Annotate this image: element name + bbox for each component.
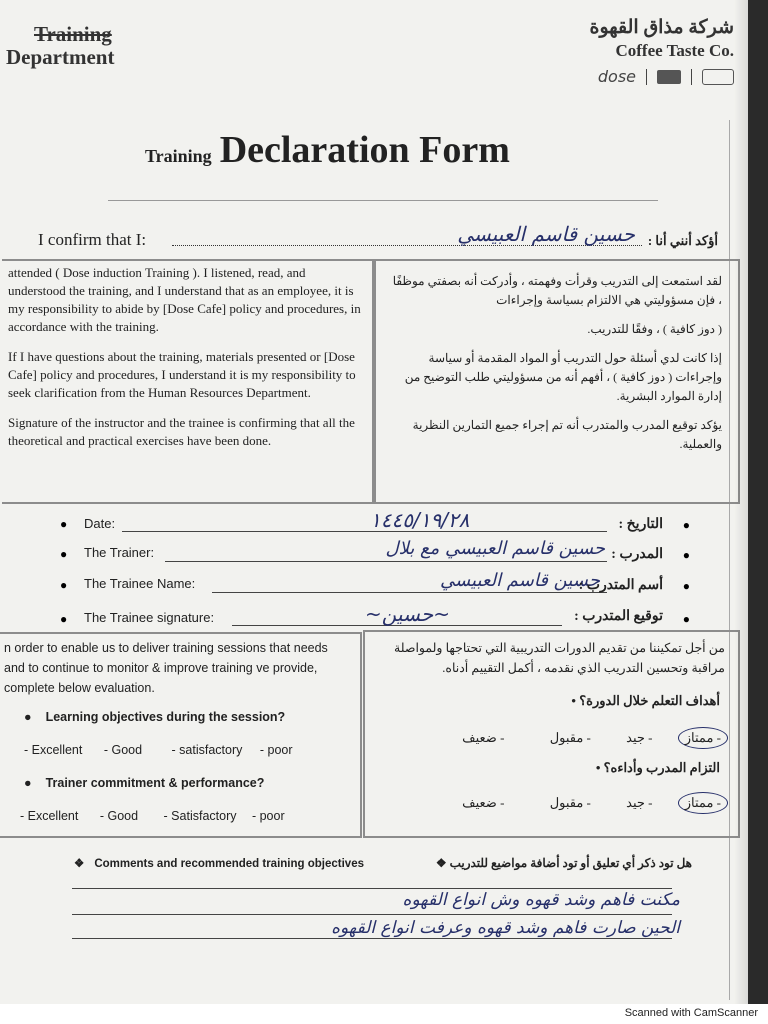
department-line-2: Department — [6, 45, 115, 69]
declaration-ar-p3: يؤكد توقيع المدرب والمتدرب أنه تم إجراء جميع التمارين النظرية والعملية. — [412, 418, 722, 451]
option-excellent[interactable]: - Excellent — [24, 743, 83, 757]
divider — [646, 69, 647, 85]
option-poor[interactable]: - poor — [259, 743, 293, 757]
evaluation-q2-en-text: Trainer commitment & performance? — [45, 776, 265, 790]
option-excellent-ar[interactable]: - ممتاز — [678, 792, 728, 814]
option-good[interactable]: - Good — [99, 809, 139, 823]
bullet-diamond-icon: ❖ — [435, 856, 447, 870]
brand-logos — [534, 67, 734, 86]
company-name-arabic: شركة مذاق القهوة — [589, 17, 734, 38]
dose-logo-icon: dose — [597, 67, 636, 86]
evaluation-intro-ar: من أجل تمكيننا من تقديم الدورات التدريبية التي تحتاجها ولمواصلة مراقبة وتحسين التدريب الذي نقدمه ، أكمل التقييم أدناه. — [394, 641, 725, 675]
option-excellent[interactable]: - Excellent — [20, 809, 79, 823]
bullet: ● — [682, 612, 690, 626]
evaluation-q2-en — [24, 776, 264, 790]
title-rule — [108, 200, 658, 201]
evaluation-q1-en — [24, 710, 285, 724]
option-acceptable-ar[interactable]: - مقبول — [549, 730, 591, 745]
declaration-en-p2: If I have questions about the training, materials presented or [Dose Cafe] policy and procedures, I understand it is my responsibility to seek clarification from the Human Resources Department. — [8, 349, 356, 400]
option-excellent-ar[interactable]: - ممتاز — [678, 727, 728, 749]
comments-label-ar-text: هل تود ذكر أي تعليق أو تود أضافة مواضيع للتدريب — [449, 856, 692, 870]
bullet: ● — [682, 518, 690, 532]
bullet: ● — [60, 517, 68, 531]
comment-line-1 — [72, 888, 672, 889]
confirm-label-ar: أؤكد أنني أنا : — [647, 233, 718, 248]
field-date-label-en: Date: — [84, 516, 116, 531]
field-date-line — [122, 531, 607, 532]
declaration-en-p1: attended ( Dose induction Training ). I listened, read, and understood the training, and I understand that as an employee, it is my responsibility to abide by [Dose Cafe] policy and procedures, in accordance with the training. — [8, 265, 361, 334]
bullet: ● — [24, 776, 32, 790]
company-block — [534, 16, 734, 86]
confirm-handwritten-name: حسين قاسم العبيسي — [457, 222, 635, 246]
evaluation-opts2-ar — [462, 792, 728, 814]
scanner-footer — [0, 1004, 768, 1024]
bullet: ● — [682, 548, 690, 562]
evaluation-opts1-en — [24, 743, 293, 757]
option-satisfactory[interactable]: - Satisfactory — [163, 809, 237, 823]
bullet: ● — [60, 612, 68, 626]
field-date-handwritten: ١٤٤٥/١٩/٢٨ — [370, 508, 470, 532]
comment-handwritten-2: الحين صارت فاهم وشد قهوه وعرفت انواع القهوه — [331, 918, 680, 938]
department-line-1: Training — [34, 22, 112, 46]
cafe-logo-icon — [657, 70, 681, 84]
department-heading — [6, 22, 114, 70]
title-small: Training — [145, 146, 212, 166]
bullet: ● — [24, 710, 32, 724]
declaration-text-ar — [392, 272, 722, 454]
evaluation-opts1-ar — [462, 727, 728, 749]
confirm-label-en: I confirm that I: — [38, 230, 147, 249]
bullet: ● — [60, 547, 68, 561]
declaration-text-en — [8, 264, 366, 450]
evaluation-q2-ar: التزام المدرب وأداءه؟ • — [595, 760, 720, 775]
evaluation-q1-ar-text: أهداف التعلم خلال الدورة؟ — [579, 693, 720, 708]
declaration-ar-p2: إذا كانت لدي أسئلة حول التدريب أو المواد المقدمة أو سياسة وإجراءات ( دوز كافية ) ، أفهم أنه من مسؤوليتي طلب التوضيح من إدارة الموارد البشرية. — [404, 351, 722, 403]
field-trainer-line — [165, 561, 607, 562]
company-name-english: Coffee Taste Co. — [615, 41, 734, 60]
evaluation-opts2-en — [20, 809, 285, 823]
evaluation-intro-en: n order to enable us to deliver training sessions that needs and to continue to monitor & improve training ve provide, complete below evaluation. — [4, 641, 328, 695]
declaration-en-p3: Signature of the instructor and the trainee is confirming that all the theoretical and practical exercises have been done. — [8, 415, 355, 448]
field-date-label-ar: التاريخ : — [618, 517, 663, 532]
dose-express-logo-icon — [702, 69, 734, 85]
option-weak-ar[interactable]: - ضعيف — [462, 730, 505, 745]
declaration-ar-p1b: ( دوز كافية ) ، وفقًا للتدريب. — [587, 322, 722, 336]
option-satisfactory[interactable]: - satisfactory — [171, 743, 243, 757]
comments-label-ar — [436, 856, 692, 871]
option-good-ar[interactable]: - جيد — [626, 795, 653, 810]
bullet-diamond-icon: ❖ — [74, 858, 85, 870]
field-trainer-label-en: The Trainer: — [84, 545, 155, 560]
evaluation-q2-ar-text: التزام المدرب وأداءه؟ — [603, 760, 720, 775]
scanner-watermark: Scanned with CamScanner — [624, 1007, 758, 1019]
field-trainee-signature-label-en: The Trainee signature: — [84, 610, 215, 625]
comment-handwritten-1: مكنت فاهم وشد قهوه وش انواع القهوه — [402, 890, 680, 910]
option-good-ar[interactable]: - جيد — [626, 730, 653, 745]
comments-label-en — [74, 856, 364, 870]
option-acceptable-ar[interactable]: - مقبول — [549, 795, 591, 810]
option-good[interactable]: - Good — [103, 743, 143, 757]
field-trainer-label-ar: المدرب : — [611, 547, 663, 562]
comment-line-2 — [72, 914, 672, 915]
bullet: ● — [60, 578, 68, 592]
comments-label-en-text: Comments and recommended training objectives — [94, 858, 364, 870]
field-trainee-name-label-ar: أسم المتدرب : — [578, 578, 663, 593]
option-weak-ar[interactable]: - ضعيف — [462, 795, 505, 810]
field-trainee-name-label-en: The Trainee Name: — [84, 576, 196, 591]
field-trainee-name-line — [212, 592, 607, 593]
title-big: Declaration Form — [219, 129, 510, 171]
evaluation-q1-en-text: Learning objectives during the session? — [45, 710, 286, 724]
option-poor[interactable]: - poor — [251, 809, 285, 823]
divider — [691, 69, 692, 85]
page-edge-line — [729, 120, 730, 1000]
evaluation-q1-ar: أهداف التعلم خلال الدورة؟ • — [571, 693, 720, 708]
field-trainee-signature-handwritten: ~حسين~ — [365, 602, 450, 626]
evaluation-text-en — [4, 638, 349, 698]
bullet: ● — [682, 579, 690, 593]
declaration-ar-p1: لقد استمعت إلى التدريب وقرأت وفهمته ، وأدركت أنه بصفتي موظفًا ، فإن مسؤوليتي هي الالتزام بسياسة وإجراءات — [392, 274, 722, 307]
field-trainee-name-handwritten: حسين قاسم العبيسي — [439, 570, 600, 591]
field-trainer-handwritten: حسين قاسم العبيسي مع بلال — [385, 538, 605, 559]
comment-line-3 — [72, 938, 672, 939]
form-title — [145, 128, 510, 172]
field-trainee-signature-label-ar: توقيع المتدرب : — [574, 609, 663, 624]
